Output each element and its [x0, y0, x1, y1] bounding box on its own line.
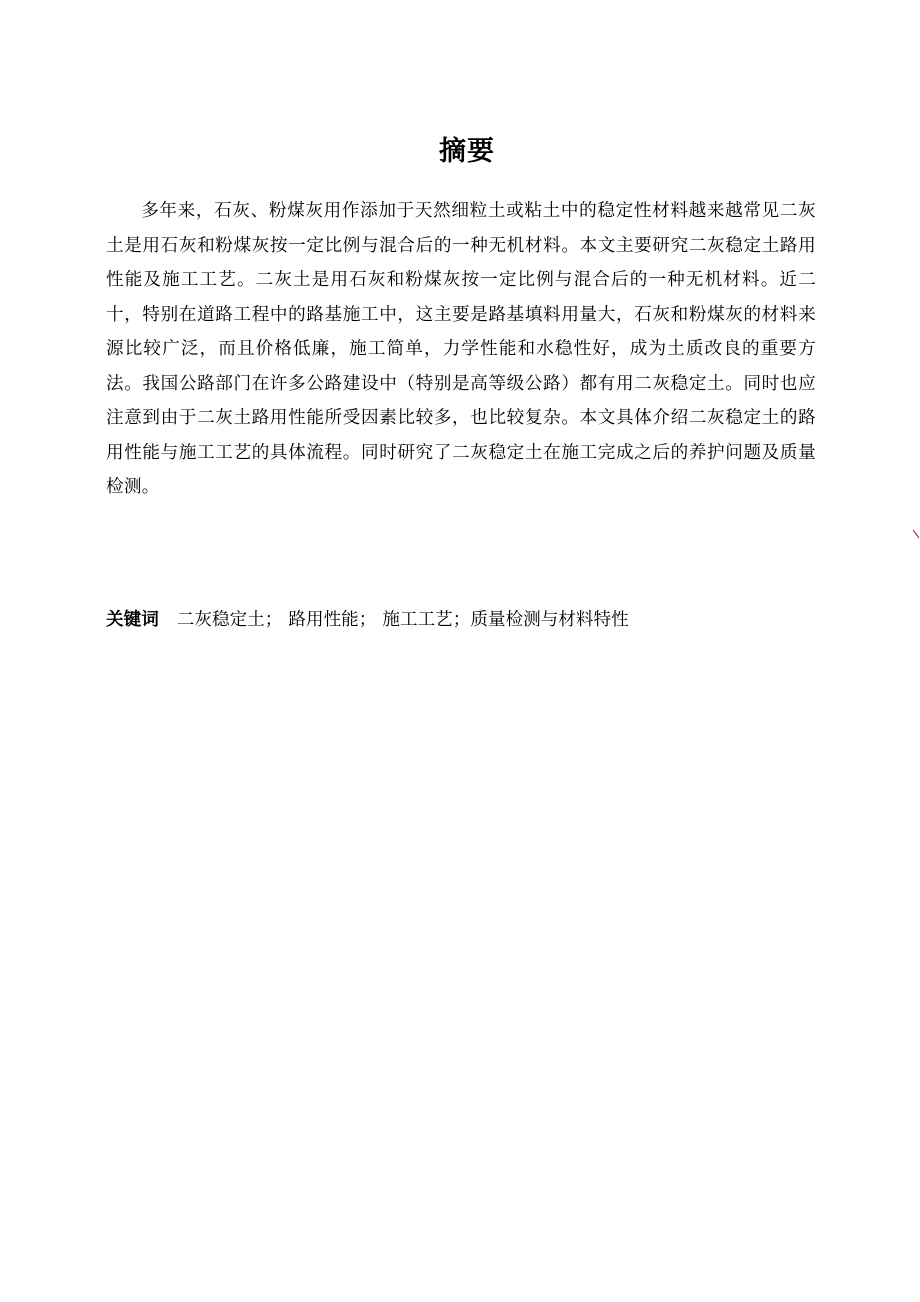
- keyword-item: 二灰稳定土；: [176, 610, 283, 630]
- abstract-title: 摘要: [439, 136, 495, 167]
- keyword-item: 施工工艺；质量检测与材料特性: [382, 610, 629, 630]
- abstract-body: 多年来，石灰、粉煤灰用作添加于天然细粒土或粘土中的稳定性材料越来越常见二灰土是用石灰和粉煤灰按一定比例与混合后的一种无机材料。本文主要研究二灰稳定土路用性能及施工工艺。二灰土是用石灰和粉煤灰按一定比例与混合后的一种无机材料。近二十，特别在道路工程中的路基施工中，这主要是路基填料用量大，石灰和粉煤灰的材料来源比较广泛，而且价格低廉，施工简单，力学性能和水稳性好，成为土质改良的重要方法。我国公路部门在许多公路建设中（特别是高等级公路）都有用二灰稳定土。同时也应注意到由于二灰土路用性能所受因素比较多，也比较复杂。本文具体介绍二灰稳定土的路用性能与施工工艺的具体流程。同时研究了二灰稳定土在施工完成之后的养护问题及质量检测。: [106, 201, 816, 497]
- keywords-line: [106, 603, 816, 637]
- margin-mark-icon: [912, 528, 920, 540]
- keyword-item: 路用性能；: [288, 610, 377, 630]
- keywords-label: 关键词: [106, 610, 159, 630]
